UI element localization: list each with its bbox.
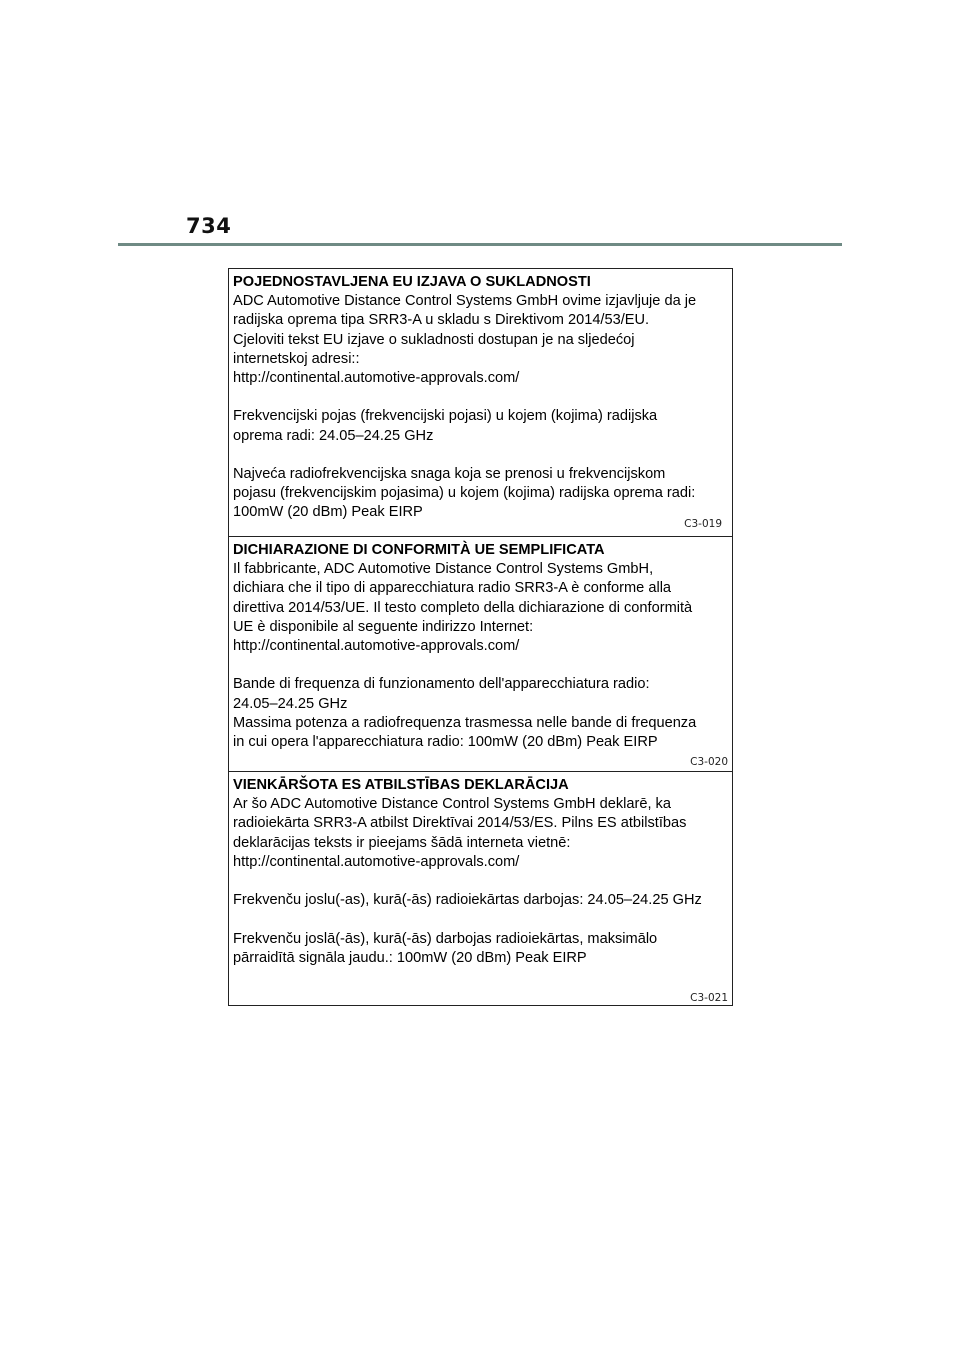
header-rule bbox=[118, 243, 842, 246]
declaration-paragraph: Bande di frequenza di funzionamento dell'apparecchiatura radio: 24.05–24.25 GHz Massima potenza a radiofrequenza trasmessa nelle bande di frequenza in cui opera l'apparecchiatura radio: 100mW (20 dBm) Peak EIRP bbox=[233, 676, 697, 751]
reference-code: C3-020 bbox=[690, 756, 728, 768]
page-number: 734 bbox=[186, 214, 232, 238]
declaration-title: DICHIARAZIONE DI CONFORMITÀ UE SEMPLIFICATA bbox=[233, 542, 605, 558]
declaration-paragraph: ADC Automotive Distance Control Systems GmbH ovime izjavljuje da je radijska oprema tipa SRR3-A u skladu s Direktivom 2014/53/EU. Cjeloviti tekst EU izjave o sukladnosti dostupan je na sljedećoj internetskoj adresi:: http://continental.automotive-approvals.com/ bbox=[233, 293, 697, 387]
declaration-croatian bbox=[229, 269, 732, 536]
declaration-paragraph: Frekvencijski pojas (frekvencijski pojasi) u kojem (kojima) radijska oprema radi: 24.05–24.25 GHz bbox=[233, 408, 658, 444]
declaration-paragraph: Frekvenču joslā(-ās), kurā(-ās) darbojas radioiekārtas, maksimālo pārraidītā signāla jaudu.: 100mW (20 dBm) Peak EIRP bbox=[233, 930, 658, 966]
declaration-paragraph: Il fabbricante, ADC Automotive Distance Control Systems GmbH, dichiara che il tipo di apparecchiatura radio SRR3-A è conforme alla direttiva 2014/53/UE. Il testo completo della dichiarazione di conformità UE è disponibile al seguente indirizzo Internet: http://continental.automotive-approvals.com/ bbox=[233, 561, 693, 655]
declaration-paragraph: Ar šo ADC Automotive Distance Control Systems GmbH deklarē, ka radioiekārta SRR3-A atbilst Direktīvai 2014/53/ES. Pilns ES atbilstības deklarācijas teksts ir pieejams šādā interneta vietnē: http://continental.automotive-approvals.com/ bbox=[233, 796, 687, 870]
reference-code: C3-021 bbox=[690, 992, 728, 1004]
declaration-paragraph: Najveća radiofrekvencijska snaga koja se prenosi u frekvencijskom pojasu (frekvencijskim pojasima) u kojem (kojima) radijska oprema radi: 100mW (20 dBm) Peak EIRP bbox=[233, 466, 696, 521]
declarations-box bbox=[228, 268, 733, 1006]
reference-code: C3-019 bbox=[684, 518, 722, 530]
declaration-paragraph: Frekvenču joslu(-as), kurā(-ās) radioiekārtas darbojas: 24.05–24.25 GHz bbox=[233, 892, 702, 909]
declaration-italian bbox=[229, 536, 732, 771]
declaration-title: VIENKĀRŠOTA ES ATBILSTĪBAS DEKLARĀCIJA bbox=[233, 777, 569, 793]
declaration-title: POJEDNOSTAVLJENA EU IZJAVA O SUKLADNOSTI bbox=[233, 274, 591, 290]
declaration-latvian bbox=[229, 771, 732, 1007]
